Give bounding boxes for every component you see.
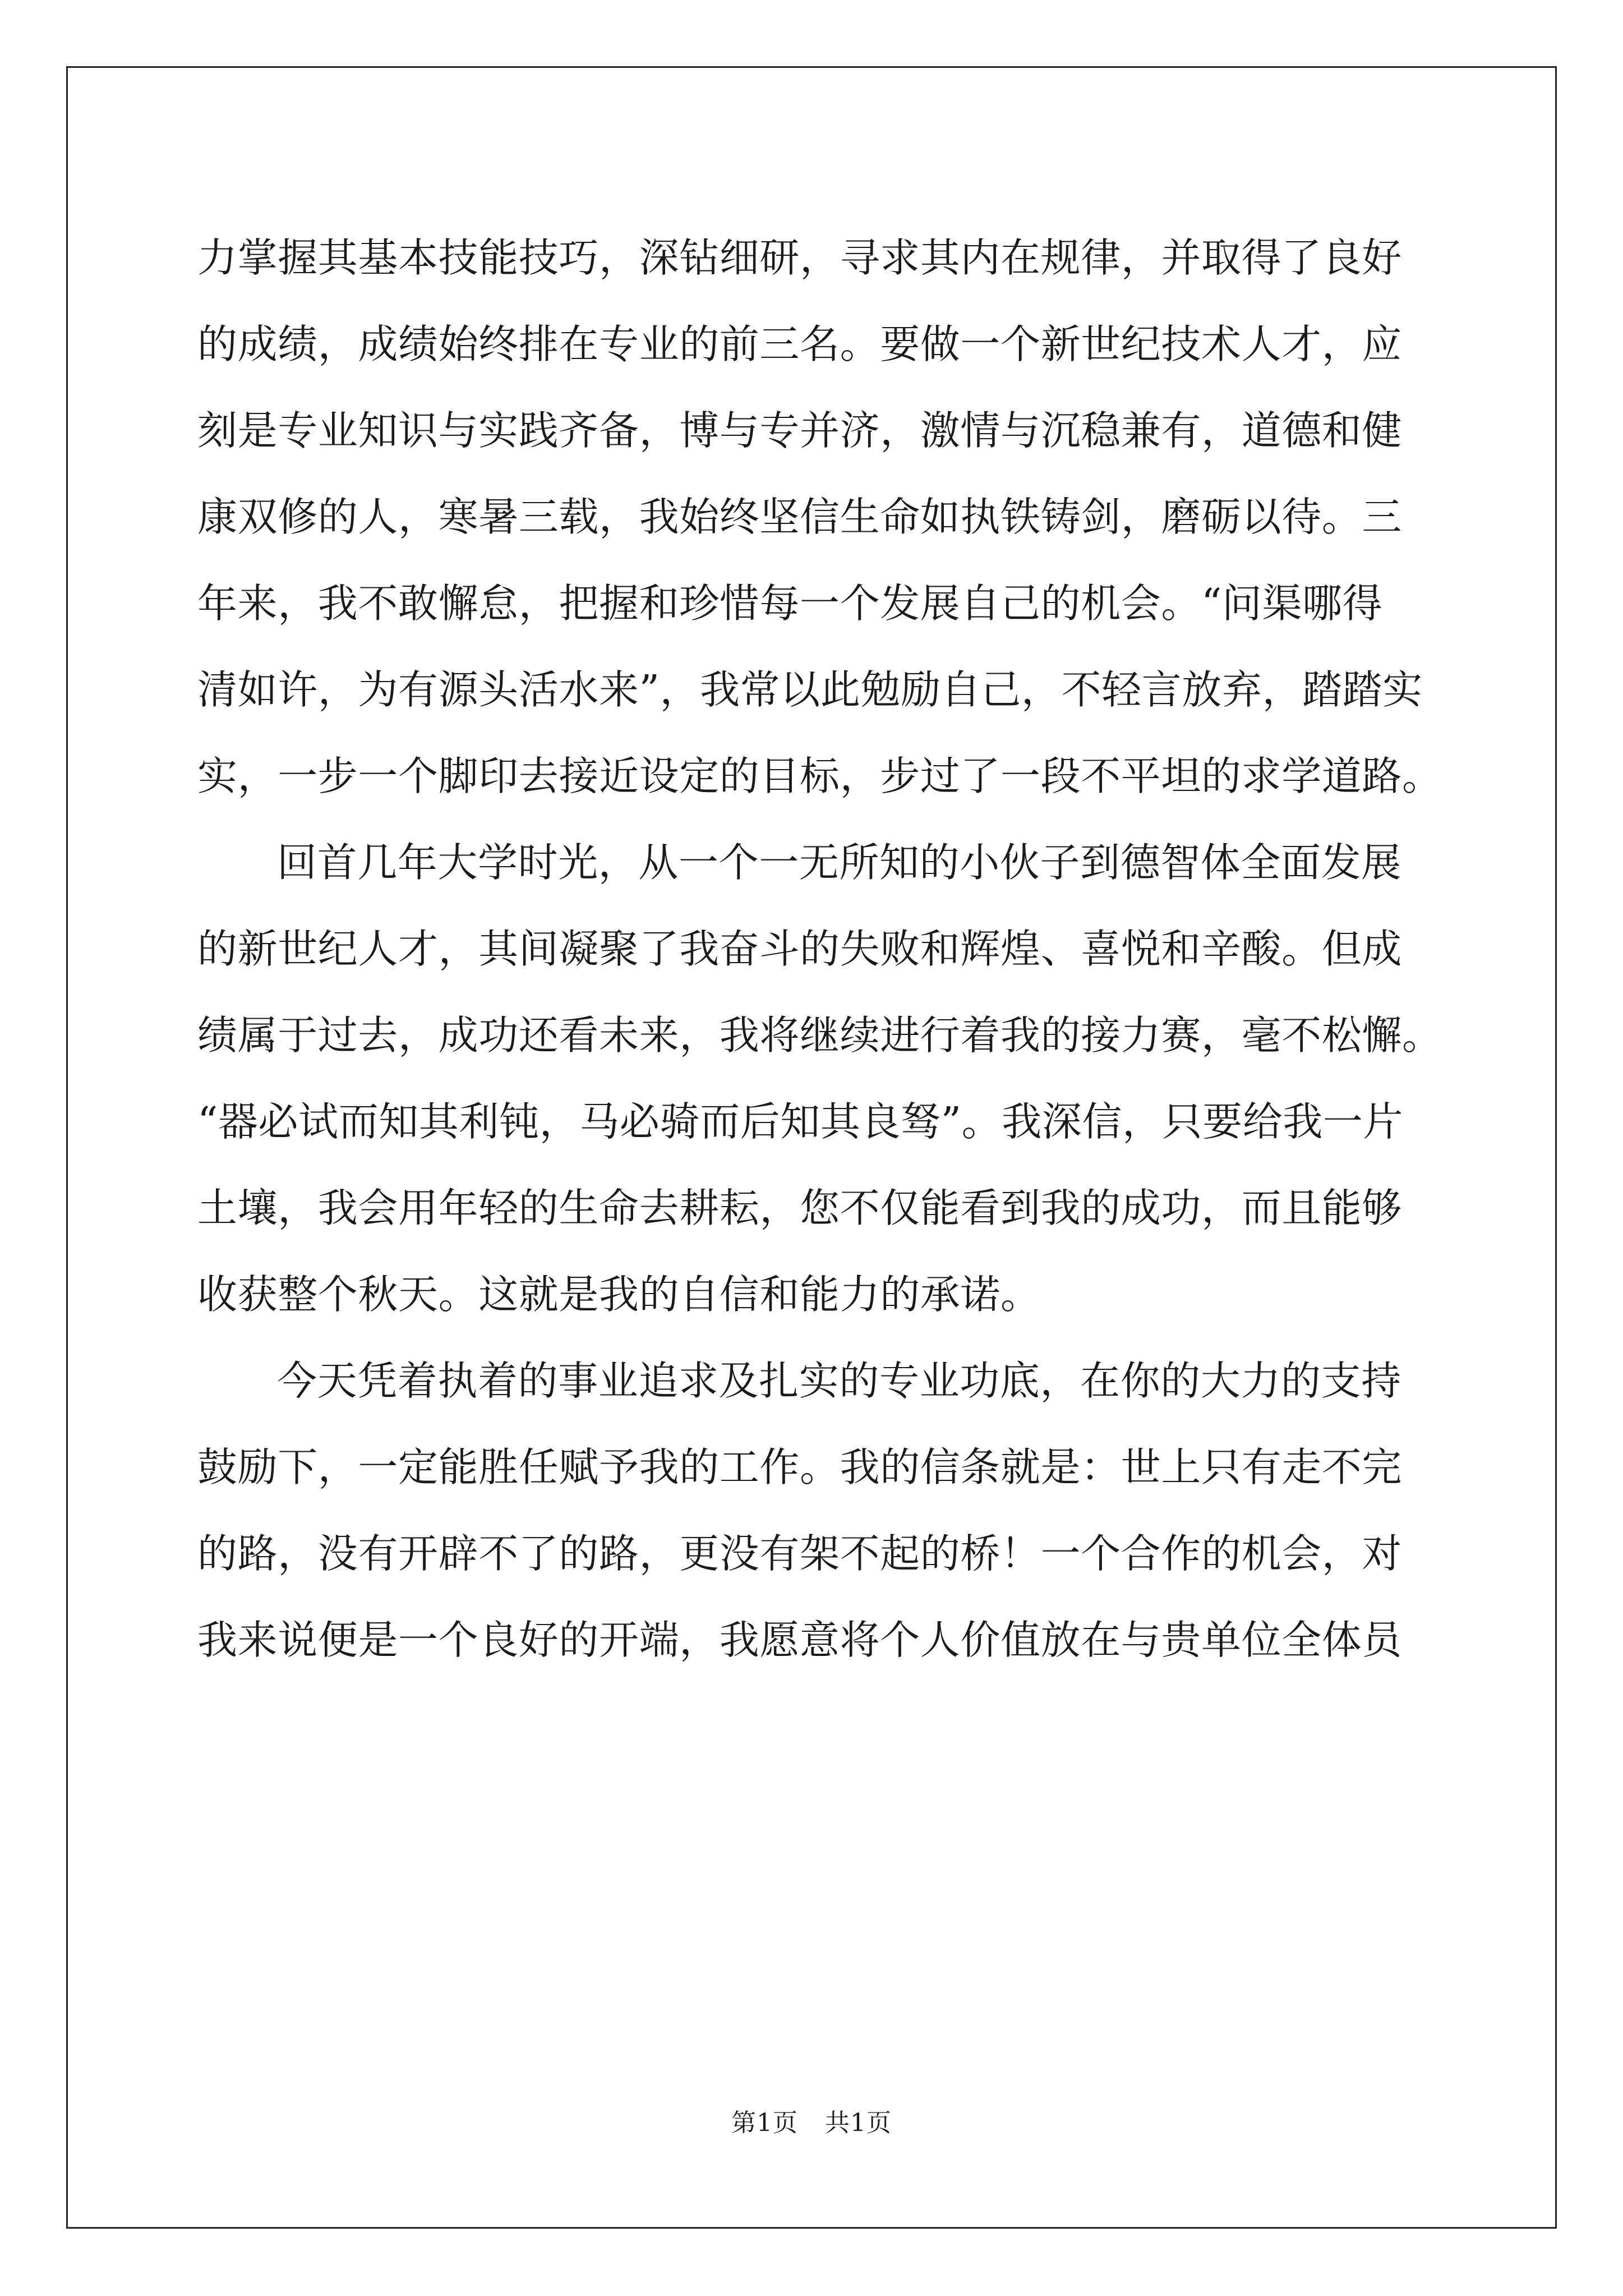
- paragraph-start-line: 今天凭着执着的事业追求及扎实的专业功底，在你的大力的支持: [277, 1358, 1401, 1404]
- text-line: 的路，没有开辟不了的路，更没有架不起的桥！一个合作的机会，对: [197, 1530, 1403, 1577]
- text-line: 绩属于过去，成功还看未来，我将继续进行着我的接力赛，毫不松懈。: [197, 1012, 1442, 1059]
- text-line: 年来，我不敢懈怠，把握和珍惜每一个发展自己的机会。“问渠哪得: [197, 580, 1383, 627]
- text-line: 我来说便是一个良好的开端，我愿意将个人价值放在与贵单位全体员: [197, 1617, 1403, 1663]
- text-line: 的新世纪人才，其间凝聚了我奋斗的失败和辉煌、喜悦和辛酸。但成: [197, 926, 1403, 972]
- document-body: [197, 215, 1442, 1683]
- paragraph-start-line: 回首几年大学时光，从一个一无所知的小伙子到德智体全面发展: [277, 839, 1401, 886]
- text-line: 土壤，我会用年轻的生命去耕耘，您不仅能看到我的成功，而且能够: [197, 1185, 1403, 1231]
- text-line: 的成绩，成绩始终排在专业的前三名。要做一个新世纪技术人才，应: [197, 321, 1403, 367]
- page-number-total: 共1页: [825, 2109, 892, 2137]
- text-line: 刻是专业知识与实践齐备，博与专并济，激情与沉稳兼有，道德和健: [197, 407, 1403, 454]
- text-line: 清如许，为有源头活水来”，我常以此勉励自己，不轻言放弃，踏踏实: [197, 666, 1423, 713]
- text-line: 实，一步一个脚印去接近设定的目标，步过了一段不平坦的求学道路。: [197, 753, 1442, 799]
- page-footer: [0, 2106, 1623, 2140]
- text-line: 收获整个秋天。这就是我的自信和能力的承诺。: [197, 1271, 1041, 1318]
- text-line: 康双修的人，寒暑三载，我始终坚信生命如执铁铸剑，磨砺以待。三: [197, 494, 1403, 540]
- page-number-current: 第1页: [731, 2109, 798, 2137]
- text-line: 鼓励下，一定能胜任赋予我的工作。我的信条就是：世上只有走不完: [197, 1444, 1403, 1490]
- text-line: 力掌握其基本技能技巧，深钻细研，寻求其内在规律，并取得了良好: [197, 234, 1403, 281]
- text-line: “器必试而知其利钝，马必骑而后知其良驽”。我深信，只要给我一片: [197, 1098, 1404, 1145]
